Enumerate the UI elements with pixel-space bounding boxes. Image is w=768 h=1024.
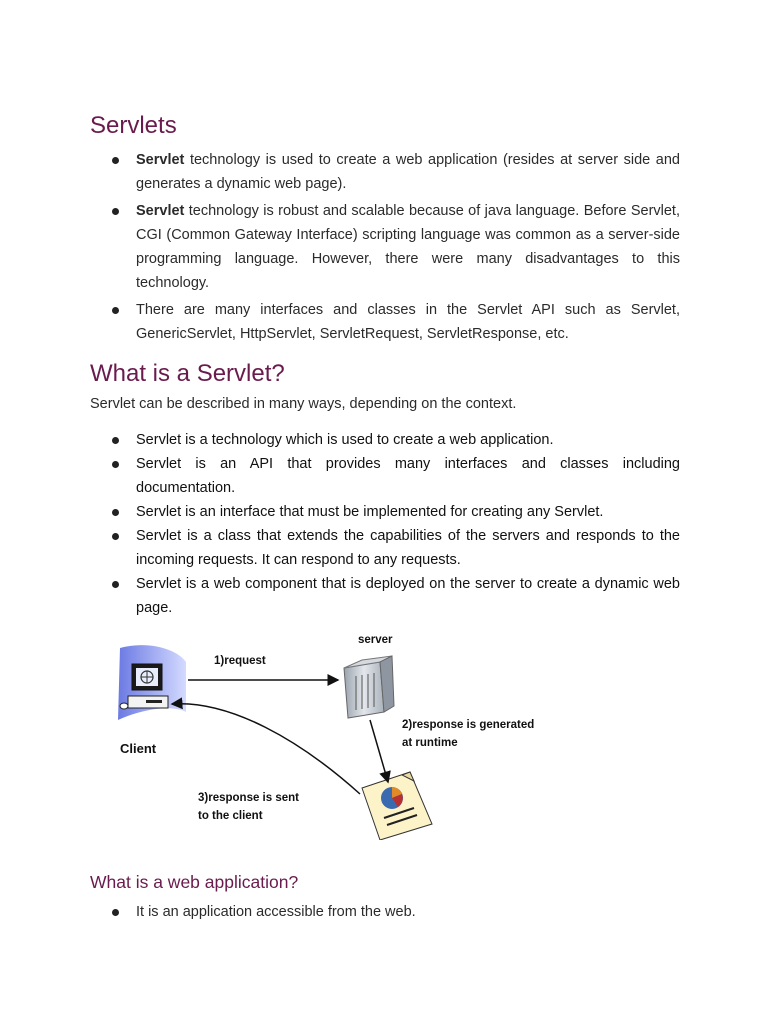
response-sent-arrow bbox=[172, 704, 360, 794]
list-item: There are many interfaces and classes in the Servlet API such as Servlet, GenericServlet, HttpServlet, ServletRequest, ServletResponse, etc. bbox=[90, 298, 680, 346]
server-label: server bbox=[358, 634, 393, 646]
list-item: Servlet technology is used to create a web application (resides at server side and generates a dynamic web page). bbox=[90, 148, 680, 196]
bullet-icon bbox=[112, 533, 119, 540]
request-label: 1)request bbox=[214, 655, 266, 667]
web-application-bullet-list bbox=[90, 900, 680, 927]
bullet-icon bbox=[112, 461, 119, 468]
list-item: Servlet is an API that provides many interfaces and classes including documentation. bbox=[90, 452, 680, 500]
list-item: Servlet technology is robust and scalable because of java language. Before Servlet, CGI (Common Gateway Interface) scripting language was common as a server-side programming language. However, there were many disadvantages to this technology. bbox=[90, 199, 680, 295]
response-generated-label-line2: at runtime bbox=[402, 737, 458, 749]
client-computer-icon bbox=[118, 645, 186, 720]
list-item: It is an application accessible from the web. bbox=[90, 900, 680, 924]
server-icon bbox=[344, 656, 394, 718]
bullet-icon bbox=[112, 208, 119, 215]
bullet-icon bbox=[112, 909, 119, 916]
bullet-icon bbox=[112, 437, 119, 444]
response-generated-label: 2)response is generated bbox=[402, 719, 535, 731]
section-intro: Servlet can be described in many ways, depending on the context. bbox=[90, 396, 517, 412]
section-title-servlets: Servlets bbox=[90, 112, 177, 139]
section-title-web-application: What is a web application? bbox=[90, 872, 299, 892]
bullet-icon bbox=[112, 581, 119, 588]
response-sent-label-line2: to the client bbox=[198, 810, 263, 822]
list-item: Servlet is a web component that is deployed on the server to create a dynamic web page. bbox=[90, 572, 680, 620]
what-is-servlet-bullet-list bbox=[90, 428, 680, 620]
client-label: Client bbox=[120, 741, 157, 756]
response-sent-label: 3)response is sent bbox=[198, 792, 299, 804]
list-item: Servlet is an interface that must be implemented for creating any Servlet. bbox=[90, 500, 680, 524]
section-title-what-is-servlet: What is a Servlet? bbox=[90, 360, 285, 387]
bullet-icon bbox=[112, 307, 119, 314]
bullet-icon bbox=[112, 157, 119, 164]
servlet-architecture-diagram bbox=[0, 620, 768, 840]
bullet-icon bbox=[112, 509, 119, 516]
servlets-bullet-list bbox=[90, 148, 680, 349]
list-item: Servlet is a class that extends the capabilities of the servers and responds to the incoming requests. It can respond to any requests. bbox=[90, 524, 680, 572]
response-generated-arrow bbox=[370, 720, 388, 782]
list-item: Servlet is a technology which is used to create a web application. bbox=[90, 428, 680, 452]
document-icon bbox=[362, 772, 432, 840]
